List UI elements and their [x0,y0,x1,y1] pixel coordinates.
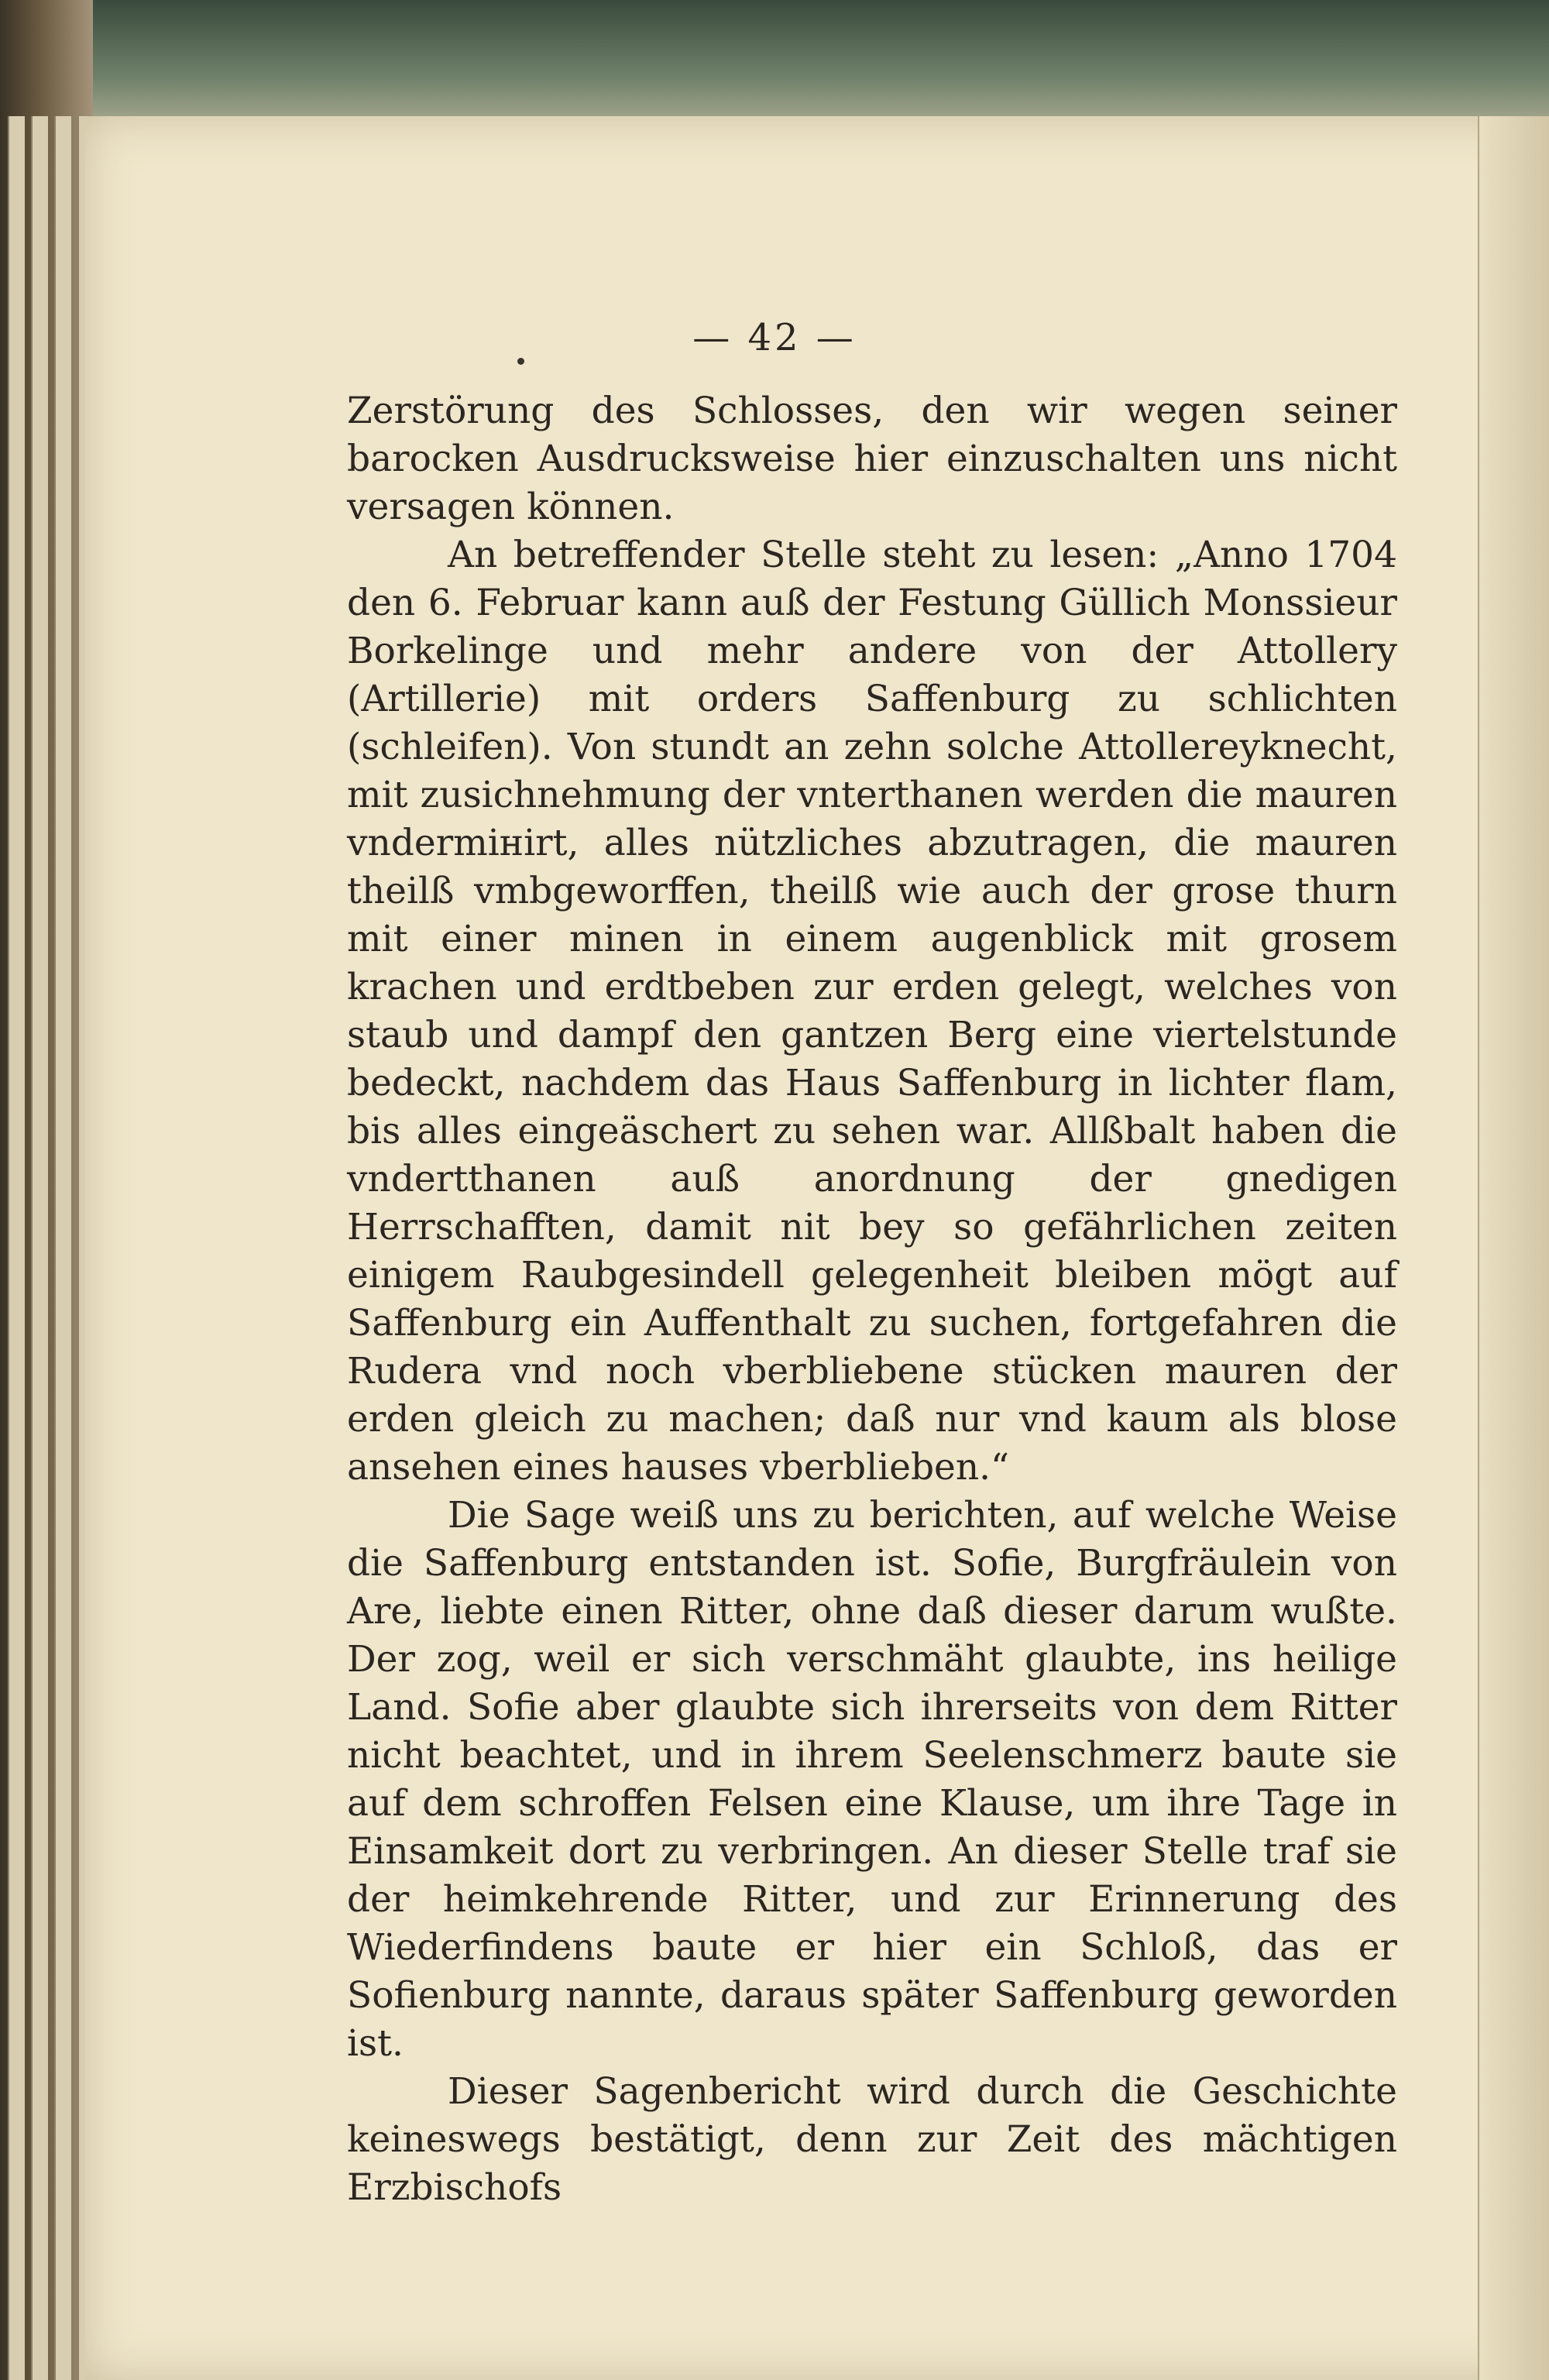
page-number: — 42 — [692,316,857,359]
paragraph: Zerstörung des Schlosses, den wir wegen seiner barocken Ausdrucksweise hier einzuschalten uns nicht versagen können. [347,390,1397,528]
page-edge [8,116,25,2380]
page-edge [54,116,71,2380]
paragraph: Die Sage weiß uns zu berichten, auf welche Weise die Saffenburg entstanden ist. Sofie, Burgfräulein von Are, liebte einen Ritter, ohne daß dieser darum wußte. Der zog, weil er sich verschmäht glaubte, ins heilige Land. Sofie aber glaubte sich ihrerseits von dem Ritter nicht beachtet, und in ihrem Seelenschmerz baute sie auf dem schroffen Felsen eine Klause, um ihre Tage in Einsamkeit dort zu verbringen. An dieser Stelle traf sie der heimkehrende Ritter, und zur Erinnerung des Wiederfindens baute er hier ein Schloß, das er Sofienburg nannte, daraus später Saffenburg geworden ist. [347,1494,1397,2065]
next-page-edge [1478,116,1549,2380]
page-edge [31,116,48,2380]
body-text [347,387,1397,2212]
paragraph: Dieser Sagenbericht wird durch die Geschichte keineswegs bestätigt, denn zur Zeit des mächtigen Erzbischofs [347,2070,1397,2209]
paragraph: An betreffender Stelle steht zu lesen: „Anno 1704 den 6. Februar kann auß der Festung Güllich Monssieur Borkelinge und mehr andere von der Attollery (Artillerie) mit orders Saffenburg zu schlichten (schleifen). Von stundt an zehn solche Attollereyknecht, mit zusichnehmung der vnterthanen werden die mauren vndermінirt, alles nützliches abzutragen, die mauren theilß vmbgeworffen, theilß wie auch der grose thurn mit einer minen in einem augenblick mit grosem krachen und erdtbeben zur erden gelegt, welches von staub und dampf den gantzen Berg eine viertelstunde bedeckt, nachdem das Haus Saffenburg in lichter flam, bis alles eingeäschert zu sehen war. Allßbalt haben die vndertthanen auß anordnung der gnedigen Herrschafften, damit nit bey so gefährlichen zeiten einigem Raubgesindell gelegenheit bleiben mögt auf Saffenburg ein Auffenthalt zu suchen, fortgefahren die Rudera vnd noch vberbliebene stücken mauren der erden gleich zu machen; daß nur vnd kaum als blose ansehen eines hauses vberblieben.“ [347,534,1397,1489]
